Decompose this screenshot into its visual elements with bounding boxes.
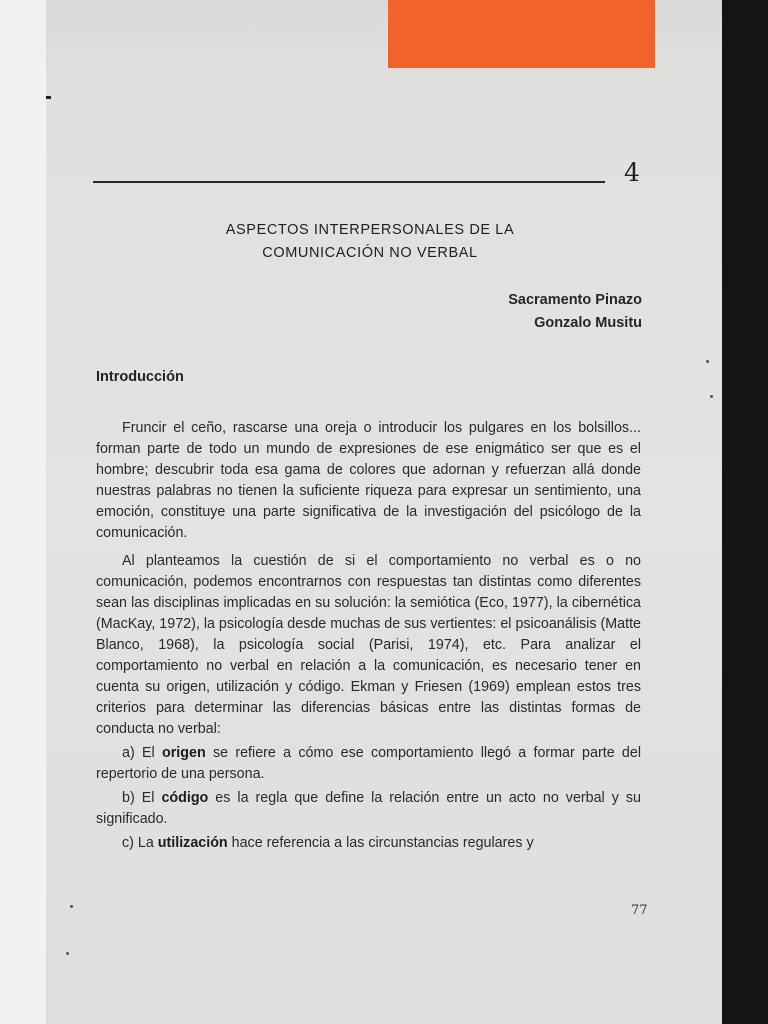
chapter-rule — [93, 181, 605, 183]
list-term: origen — [162, 745, 206, 761]
speck — [66, 952, 69, 955]
scan-right-margin — [722, 0, 768, 1024]
page-number: 77 — [631, 903, 648, 918]
list-term: código — [161, 790, 209, 806]
paragraph-2: Al planteamos la cuestión de si el comportamiento no verbal es o no comunicación, podemos encontrarnos con respuestas tan distintas como diferentes sean las disciplinas implicadas en su solución: la semiótica (Eco, 1977), la cibernética (MacKay, 1972), la psicología desde muchas de sus vertientes: el psicoanálisis (Matte Blanco, 1968), la psicología social (Parisi, 1974), etc. Para analizar el comportamiento no verbal en relación a la comunicación, es necesario tener en cuenta su origen, utilización y código. Ekman y Friesen (1969) emplean estos tres criterios para determinar las diferencias básicas entre las distintas formas de conducta no verbal: — [96, 553, 641, 737]
section-heading: Introducción — [96, 369, 184, 385]
list-item-a: a) El origen se refiere a cómo ese comportamiento llegó a formar parte del repertorio de una persona. — [96, 745, 642, 782]
author-1: Sacramento Pinazo — [508, 292, 642, 308]
paragraph-1: Fruncir el ceño, rascarse una oreja o introducir los pulgares en los bolsillos... forman parte de todo un mundo de expresiones de ese enigmático ser que es el hombre; descubrir toda esa gama de colores que adornan y refuerzan allá donde nuestras palabras no tienen la suficiente riqueza para expresar un sentimiento, una emoción, constituye una parte significativa de la investigación del psicólogo de la comunicación. — [96, 420, 641, 541]
speck — [706, 360, 709, 363]
author-2: Gonzalo Musitu — [534, 315, 642, 331]
margin-tick-mark — [46, 96, 51, 99]
chapter-title-line-2: COMUNICACIÓN NO VERBAL — [262, 245, 478, 261]
chapter-number: 4 — [624, 158, 640, 187]
body-text — [96, 418, 641, 854]
book-page — [46, 0, 722, 1024]
orange-tab-marker — [388, 0, 655, 68]
speck — [70, 905, 73, 908]
speck — [710, 395, 713, 398]
list-item-c: c) La utilización hace referencia a las circunstancias regulares y — [122, 835, 534, 851]
scan-left-margin — [0, 0, 46, 1024]
list-item-b: b) El código es la regla que define la relación entre un acto no verbal y su significado. — [96, 790, 641, 827]
chapter-title-line-1: ASPECTOS INTERPERSONALES DE LA — [225, 222, 515, 238]
list-term: utilización — [157, 835, 228, 851]
